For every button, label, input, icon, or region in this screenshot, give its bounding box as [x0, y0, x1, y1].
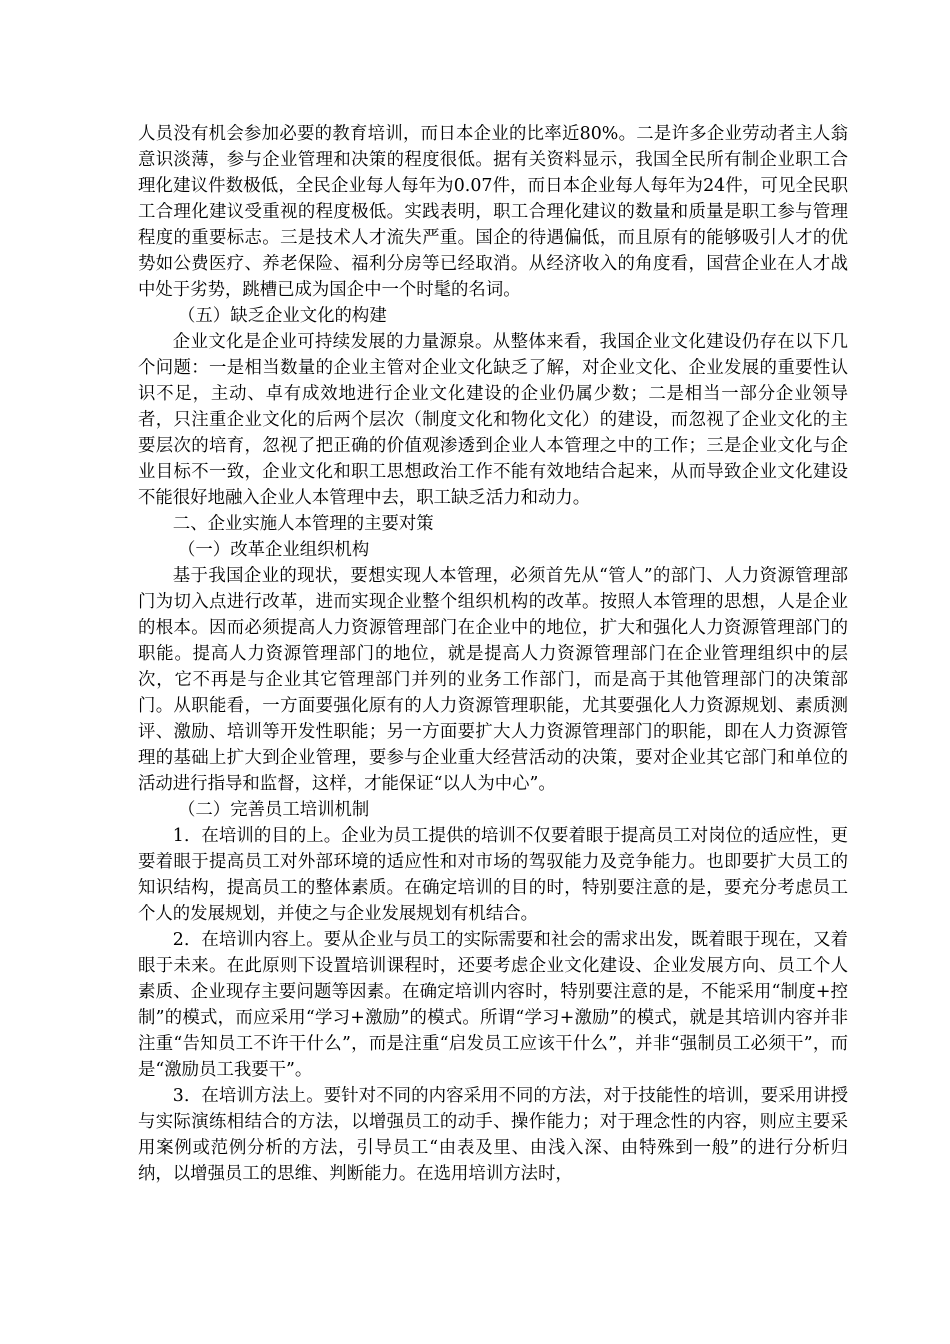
- paragraph-corporate-culture: 企业文化是企业可持续发展的力量源泉。从整体来看，我国企业文化建设仍存在以下几个问题：一是相当数量的企业主管对企业文化缺乏了解，对企业文化、企业发展的重要性认识不足，主动、卓有成效地进行企业文化建设的企业仍属少数；二是相当一部分企业领导者，只注重企业文化的后两个层次（制度文化和物化文化）的建设，而忽视了企业文化的主要层次的培育，忽视了把正确的价值观渗透到企业人本管理之中的工作；三是企业文化与企业目标不一致，企业文化和职工思想政治工作不能有效地结合起来，从而导致企业文化建设不能很好地融入企业人本管理中去，职工缺乏活力和动力。: [138, 332, 848, 508]
- section-heading-2: （二）完善员工培训机制: [178, 800, 370, 820]
- document-page: [138, 121, 848, 1187]
- paragraph-training-method: 3．在培训方法上。要针对不同的内容采用不同的方法，对于技能性的培训，要采用讲授与实际演练相结合的方法，以增强员工的动手、操作能力；对于理念性的内容，则应主要采用案例或范例分析的方法，引导员工“由表及里、由浅入深、由特殊到一般”的进行分析归纳，以增强员工的思维、判断能力。在选用培训方法时，: [138, 1086, 848, 1184]
- section-heading-1: （一）改革企业组织机构: [178, 540, 370, 560]
- paragraph-training-purpose: 1．在培训的目的上。企业为员工提供的培训不仅要着眼于提高员工对岗位的适应性，更要着眼于提高员工对外部环境的适应性和对市场的驾驭能力及竞争能力。也即要扩大员工的知识结构，提高员工的整体素质。在确定培训的目的时，特别要注意的是，要充分考虑员工个人的发展规划，并使之与企业发展规划有机结合。: [138, 826, 848, 924]
- chapter-heading-2: 二、企业实施人本管理的主要对策: [172, 514, 434, 534]
- paragraph-org-reform: 基于我国企业的现状，要想实现人本管理，必须首先从“管人”的部门、人力资源管理部门为切入点进行改革，进而实现企业整个组织机构的改革。按照人本管理的思想，人是企业的根本。因而必须提高人力资源管理部门在企业中的地位，扩大和强化人力资源管理部门的职能。提高人力资源管理部门的地位，就是提高人力资源管理部门在企业管理组织中的层次，它不再是与企业其它管理部门并列的业务工作部门，而是高于其他管理部门的决策部门。从职能看，一方面要强化原有的人力资源管理职能，尤其要强化人力资源规划、素质测评、激励、培训等开发性职能；另一方面要扩大人力资源管理部门的职能，即在人力资源管理的基础上扩大到企业管理，要参与企业重大经营活动的决策，要对企业其它部门和单位的活动进行指导和监督，这样，才能保证“以人为中心”。: [138, 566, 848, 794]
- paragraph-training-content: 2．在培训内容上。要从企业与员工的实际需要和社会的需求出发，既着眼于现在，又着眼于未来。在此原则下设置培训课程时，还要考虑企业文化建设、企业发展方向、员工个人素质、企业现存主要问题等因素。在确定培训内容时，特别要注意的是，不能采用“制度+控制”的模式，而应采用“学习+激励”的模式。所谓“学习+激励”的模式，就是其培训内容并非注重“告知员工不许干什么”，而是注重“启发员工应该干什么”，并非“强制员工必须干”，而是“激励员工我要干”。: [138, 930, 848, 1080]
- section-heading-5: （五）缺乏企业文化的构建: [178, 306, 387, 326]
- paragraph-continued: 人员没有机会参加必要的教育培训，而日本企业的比率近80%。二是许多企业劳动者主人翁意识淡薄，参与企业管理和决策的程度很低。据有关资料显示，我国全民所有制企业职工合理化建议件数极低，全民企业每人每年为0.07件，而日本企业每人每年为24件，可见全民职工合理化建议受重视的程度极低。实践表明，职工合理化建议的数量和质量是职工参与管理程度的重要标志。三是技术人才流失严重。国企的待遇偏低，而且原有的能够吸引人才的优势如公费医疗、养老保险、福利分房等已经取消。从经济收入的角度看，国营企业在人才战中处于劣势，跳槽已成为国企中一个时髦的名词。: [138, 124, 848, 300]
